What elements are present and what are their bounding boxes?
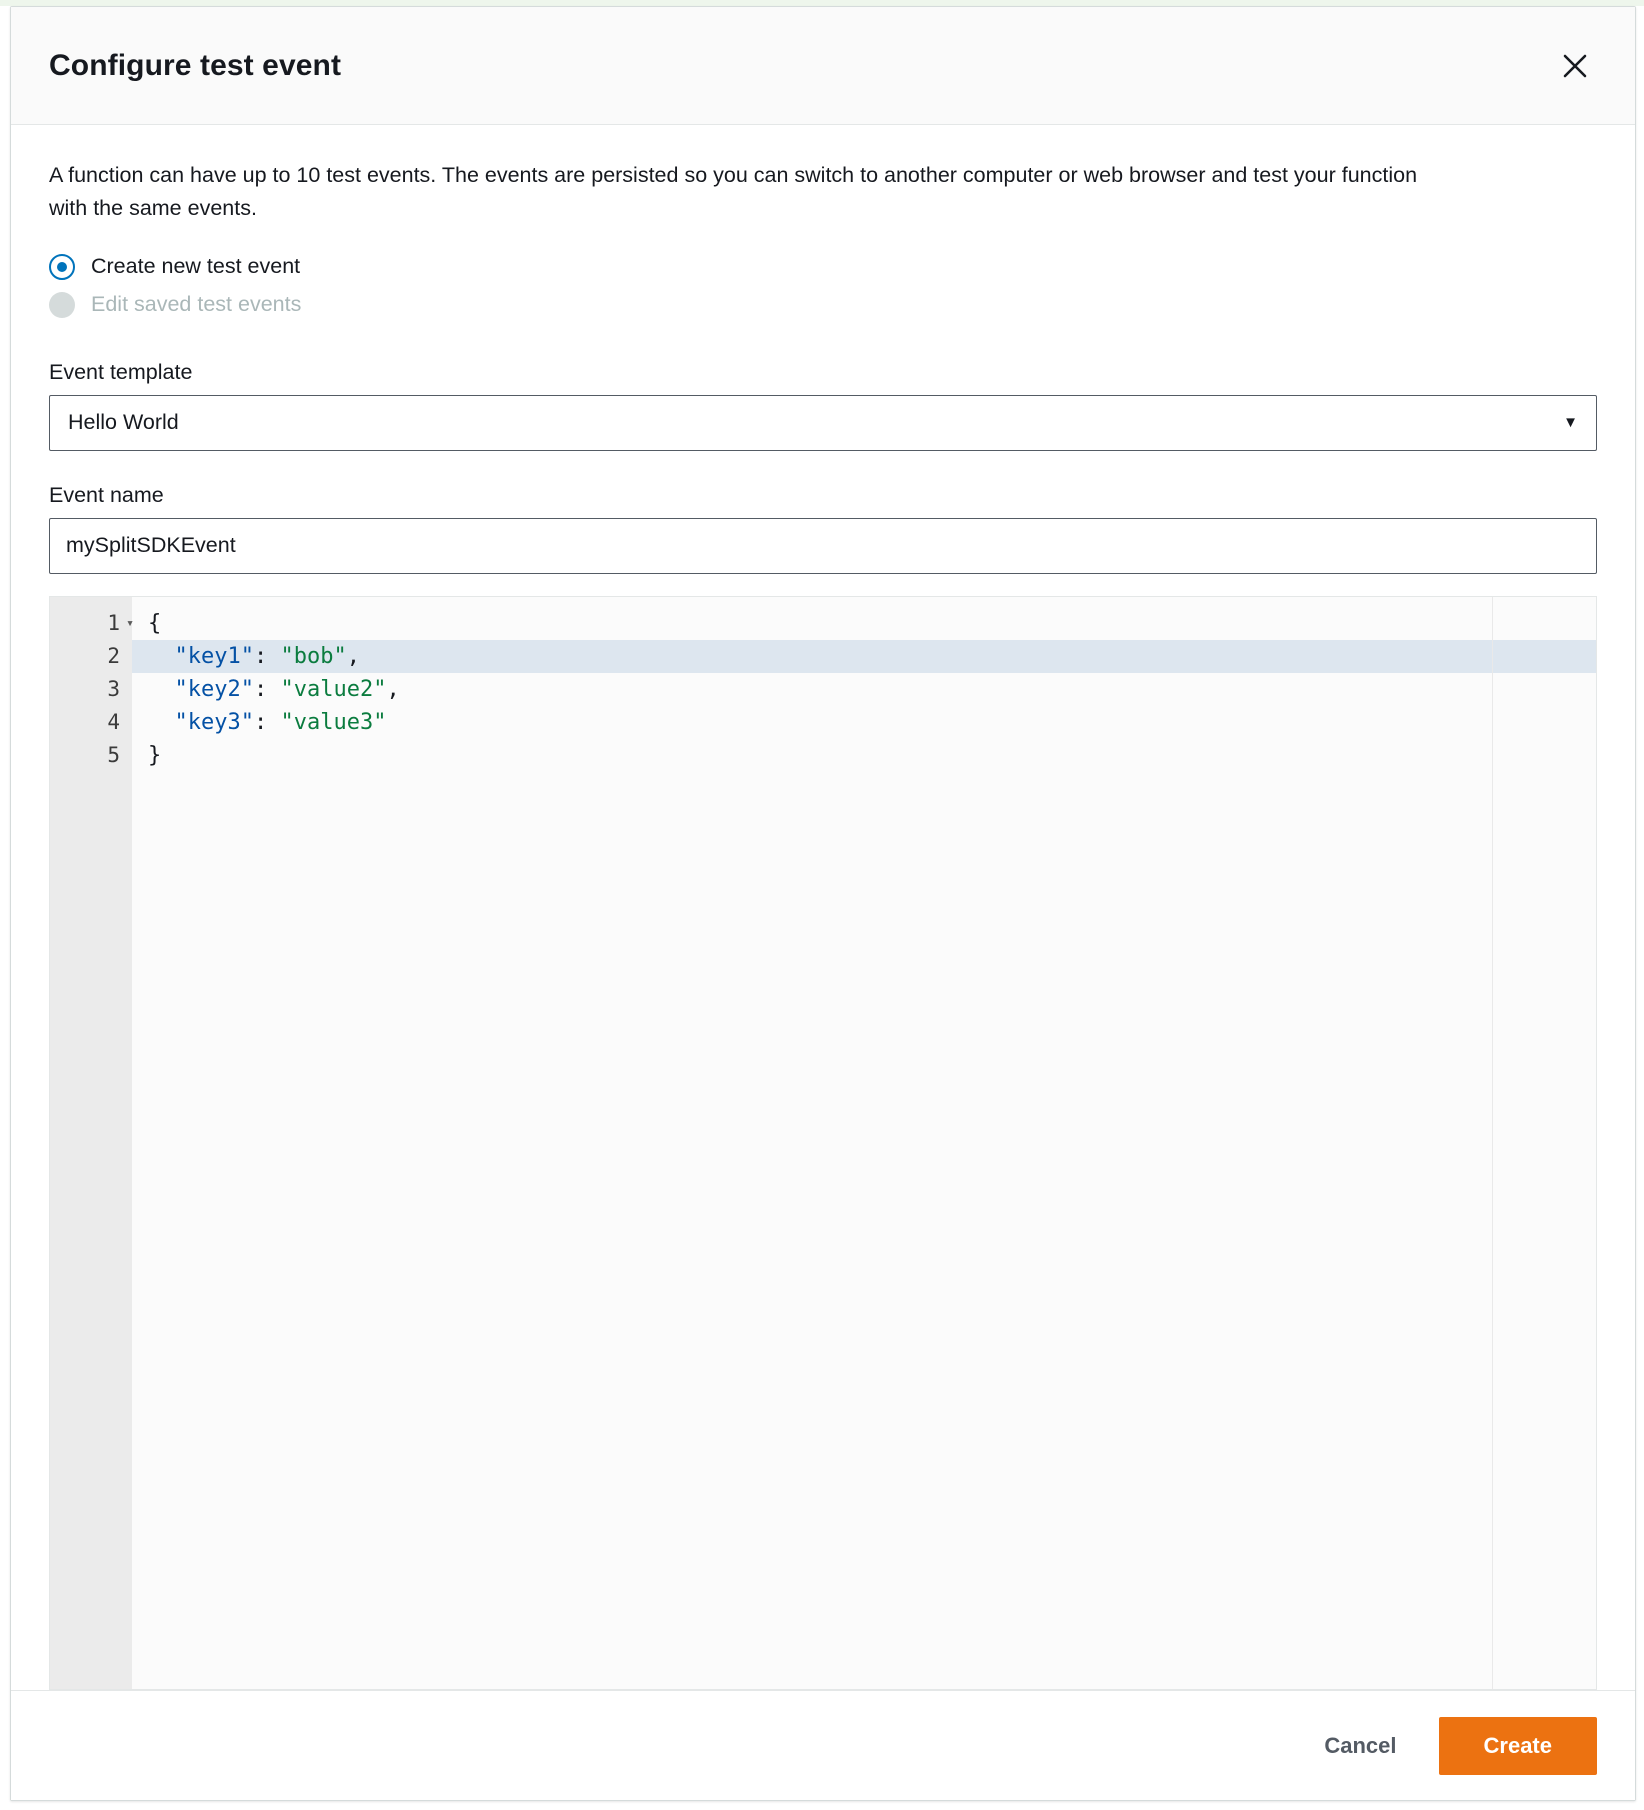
event-template-select-wrap xyxy=(49,395,1597,451)
editor-margin-guide xyxy=(1492,597,1493,1689)
code-line: { xyxy=(148,610,162,636)
radio-unselected-icon xyxy=(49,292,75,318)
editor-code-area[interactable] xyxy=(132,597,1596,1689)
line-number: 3 xyxy=(107,676,120,701)
code-line-active: "key1": "bob", xyxy=(132,640,1596,673)
cancel-button[interactable]: Cancel xyxy=(1304,1719,1416,1773)
event-template-selected-value: Hello World xyxy=(68,410,179,435)
create-button[interactable]: Create xyxy=(1439,1717,1597,1775)
event-template-label: Event template xyxy=(49,359,193,384)
event-template-select[interactable] xyxy=(49,395,1597,451)
code-line: "key3": "value3" xyxy=(174,709,387,735)
dialog-description: A function can have up to 10 test events. The events are persisted so you can switch to another computer or web browser and test your function with the same events. xyxy=(49,163,1418,221)
line-number: 4 xyxy=(107,709,120,734)
dialog-body xyxy=(11,125,1635,1690)
page-title: Configure test event xyxy=(49,48,342,82)
editor-gutter xyxy=(50,597,132,1689)
event-name-input[interactable] xyxy=(49,518,1597,574)
radio-selected-icon xyxy=(49,254,75,280)
event-json-editor[interactable] xyxy=(49,596,1597,1690)
code-line: } xyxy=(148,742,162,768)
event-mode-radio-group xyxy=(49,254,1597,330)
chevron-down-icon: ▼ xyxy=(1563,414,1578,432)
dialog-header xyxy=(11,7,1635,125)
line-number: 1 ▾ xyxy=(50,607,132,640)
radio-create-new-test-event[interactable] xyxy=(49,254,1597,280)
radio-edit-saved-test-events-label: Edit saved test events xyxy=(91,292,302,317)
line-number: 2 xyxy=(107,643,120,668)
radio-edit-saved-test-events[interactable] xyxy=(49,292,1597,318)
close-icon[interactable] xyxy=(1553,44,1597,88)
event-name-label: Event name xyxy=(49,482,164,507)
dialog-footer xyxy=(11,1690,1635,1800)
radio-create-new-test-event-label: Create new test event xyxy=(91,254,301,279)
code-line: "key2": "value2", xyxy=(174,676,400,702)
line-number: 5 xyxy=(107,742,120,767)
configure-test-event-dialog xyxy=(10,6,1636,1801)
